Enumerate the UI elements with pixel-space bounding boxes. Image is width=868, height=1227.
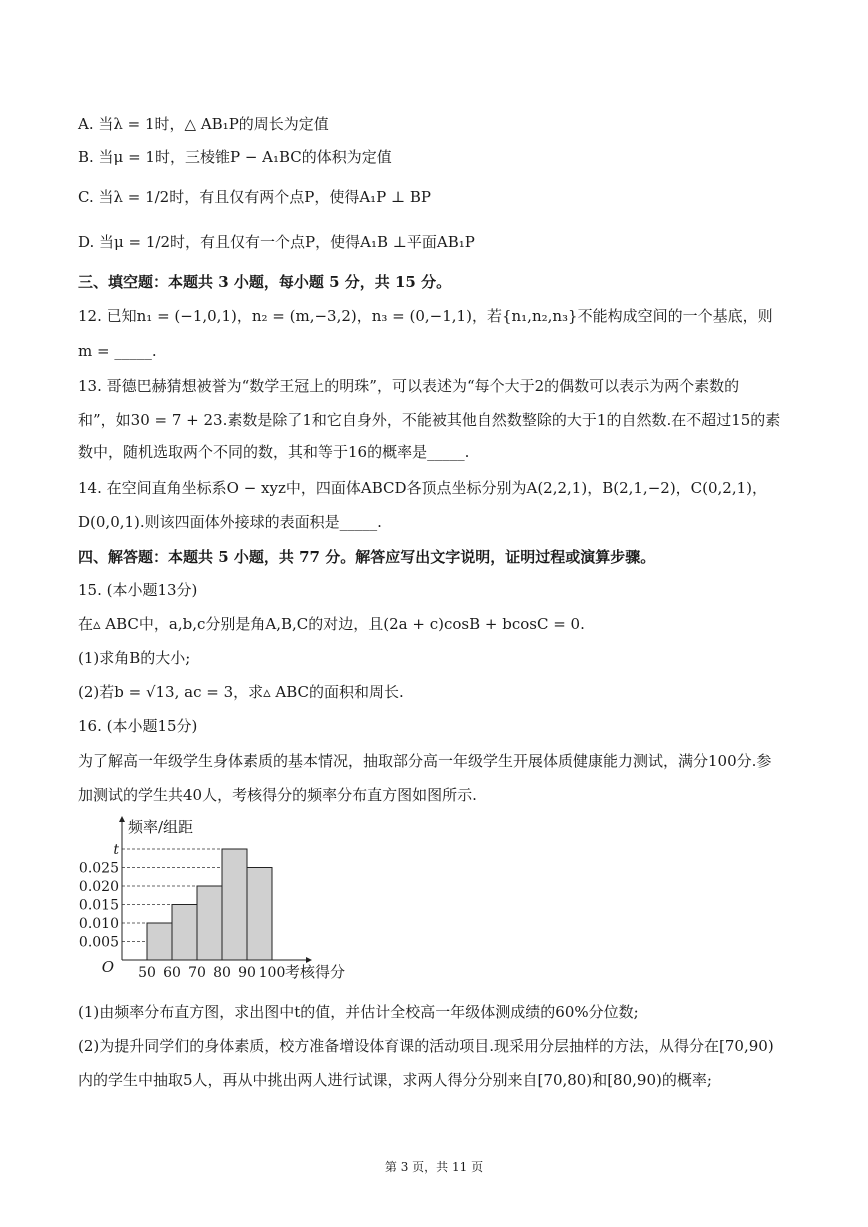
q13-line-1: 13. 哥德巴赫猜想被誉为“数学王冠上的明珠”，可以表述为“每个大于2的偶数可以表示为两个素数的 bbox=[78, 377, 740, 395]
option-b: B. 当μ = 1时，三棱锥P − A₁BC的体积为定值 bbox=[78, 148, 392, 166]
y-axis-title: 频率/组距 bbox=[128, 818, 194, 836]
q16-stem-line-2: 加测试的学生共40人，考核得分的频率分布直方图如图所示. bbox=[78, 786, 477, 804]
x-tick-label: 80 bbox=[213, 965, 231, 981]
section-4-heading: 四、解答题：本题共 5 小题，共 77 分。解答应写出文字说明，证明过程或演算步骤。 bbox=[78, 548, 656, 566]
x-tick-label: 100 bbox=[258, 965, 286, 981]
q13-line-2: 和”，如30 = 7 + 23.素数是除了1和它自身外，不能被其他自然数整除的大于1的自然数.在不超过15的素 bbox=[78, 411, 781, 429]
q16-part-1: (1)由频率分布直方图，求出图中t的值，并估计全校高一年级体测成绩的60%分位数; bbox=[78, 1003, 639, 1021]
origin-label: O bbox=[101, 958, 114, 976]
q15-part-1: (1)求角B的大小; bbox=[78, 649, 191, 667]
x-tick-label: 50 bbox=[138, 965, 156, 981]
y-axis-arrow bbox=[119, 816, 125, 822]
q16-part-2-line-1: (2)为提升同学们的身体素质，校方准备增设体育课的活动项目.现采用分层抽样的方法，从得分在[70,90) bbox=[78, 1037, 774, 1055]
q15-part-2: (2)若b = √13, ac = 3，求▵ ABC的面积和周长. bbox=[78, 683, 404, 701]
q14-line-2: D(0,0,1).则该四面体外接球的表面积是_____. bbox=[78, 513, 382, 531]
x-tick-label: 90 bbox=[238, 965, 256, 981]
x-axis-title: 考核得分 bbox=[285, 963, 346, 981]
option-c: C. 当λ = 1/2时，有且仅有两个点P，使得A₁P ⊥ BP bbox=[78, 188, 432, 206]
page-footer: 第 3 页，共 11 页 bbox=[384, 1160, 484, 1174]
y-tick-label: t bbox=[113, 842, 119, 858]
q16-title: 16. (本小题15分) bbox=[78, 717, 198, 735]
y-tick-label: 0.005 bbox=[78, 934, 119, 951]
q13-line-3: 数中，随机选取两个不同的数，其和等于16的概率是_____. bbox=[78, 443, 470, 461]
q14-line-1: 14. 在空间直角坐标系O − xyz中，四面体ABCD各顶点坐标分别为A(2,2,1)，B(2,1,−2)，C(0,2,1)， bbox=[78, 479, 768, 497]
option-a: A. 当λ = 1时，△ AB₁P的周长为定值 bbox=[78, 115, 329, 133]
histogram-bar bbox=[222, 849, 247, 960]
histogram-bar bbox=[172, 905, 197, 961]
q15-title: 15. (本小题13分) bbox=[78, 581, 198, 599]
section-3-heading: 三、填空题：本题共 3 小题，每小题 5 分，共 15 分。 bbox=[78, 273, 452, 291]
x-tick-label: 60 bbox=[163, 965, 181, 981]
frequency-histogram bbox=[70, 812, 370, 987]
y-tick-label: 0.010 bbox=[78, 916, 119, 932]
q12-line-2: m = _____. bbox=[78, 342, 157, 360]
y-tick-label: 0.015 bbox=[78, 897, 119, 914]
histogram-bar bbox=[197, 886, 222, 960]
q12-line-1: 12. 已知n₁ = (−1,0,1)，n₂ = (m,−3,2)，n₃ = (0,−1,1)，若{n₁,n₂,n₃}不能构成空间的一个基底，则 bbox=[78, 307, 773, 325]
x-tick-label: 70 bbox=[188, 965, 206, 981]
q16-stem-line-1: 为了解高一年级学生身体素质的基本情况，抽取部分高一年级学生开展体质健康能力测试，满分100分.参 bbox=[78, 752, 772, 770]
q16-part-2-line-2: 内的学生中抽取5人，再从中挑出两人进行试课，求两人得分分别来自[70,80)和[80,90)的概率; bbox=[78, 1071, 712, 1089]
histogram-bar bbox=[247, 868, 272, 961]
option-d: D. 当μ = 1/2时，有且仅有一个点P，使得A₁B ⊥平面AB₁P bbox=[78, 233, 475, 251]
y-tick-label: 0.025 bbox=[78, 860, 119, 877]
histogram-bar bbox=[147, 923, 172, 960]
q15-stem: 在▵ ABC中，a,b,c分别是角A,B,C的对边，且(2a + c)cosB + bcosC = 0. bbox=[78, 615, 585, 633]
y-tick-label: 0.020 bbox=[78, 879, 119, 895]
